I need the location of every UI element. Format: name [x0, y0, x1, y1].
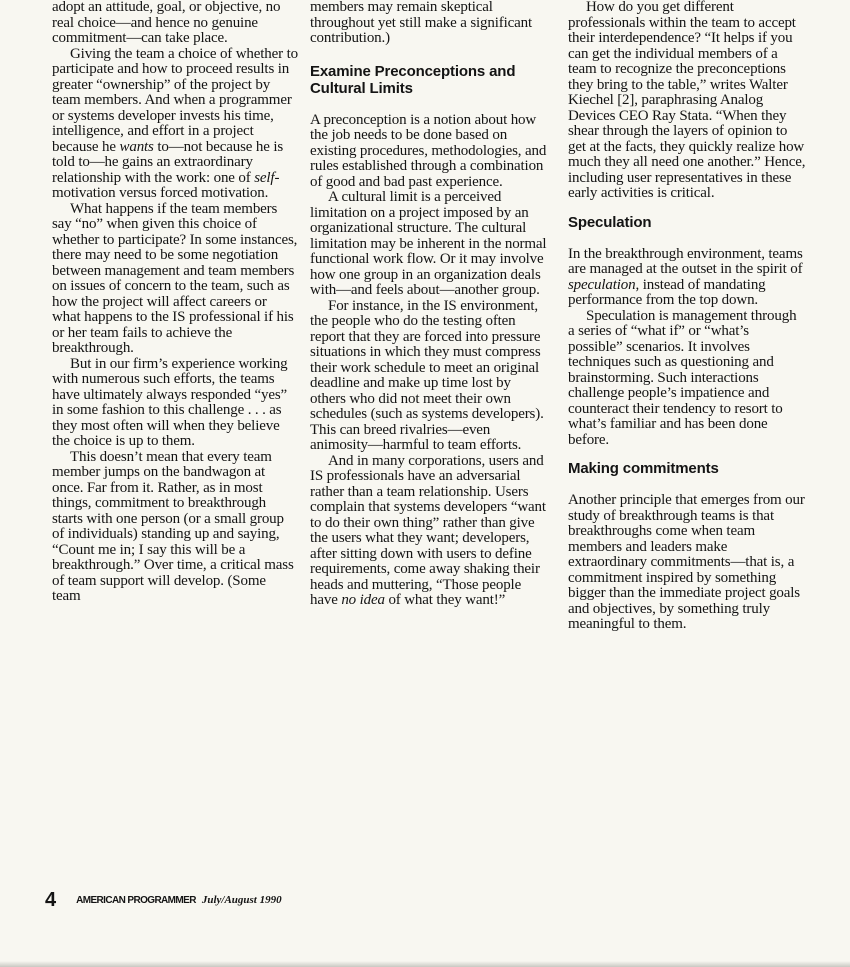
paragraph — [310, 113, 550, 191]
magazine-masthead: AMERICAN PROGRAMMER — [76, 894, 196, 906]
paragraph — [52, 450, 298, 605]
paragraph — [310, 299, 550, 454]
paragraph-text: But in our firm’s experience working with numerous such efforts, the teams have ultimately always responded “yes” in some fashion to this challenge . . . as they most often will when they believe the choice is up to them. — [52, 355, 288, 449]
section-heading: Making commitments — [568, 460, 719, 477]
paragraph — [310, 454, 550, 609]
section-heading: Examine Preconceptions and Cultural Limits — [310, 62, 516, 97]
paragraph — [568, 493, 806, 633]
page-footer — [45, 889, 282, 911]
text-column-2 — [310, 0, 550, 609]
spacer — [568, 202, 806, 214]
paragraph — [310, 0, 550, 47]
paragraph — [568, 309, 806, 449]
paragraph-text: What happens if the team members say “no” when given this choice of whether to participate? In some instances, there may need to be some negotiation between management and team members on issues of concern to the team, such as how the project will affect careers or what happens to the IS professional if his or her team fails to achieve the breakthrough. — [52, 200, 298, 356]
paragraph-text: members may remain skeptical throughout yet still make a significant contribution.) — [310, 0, 533, 46]
spacer — [568, 448, 806, 460]
paragraph — [52, 357, 298, 450]
issue-date: July/August 1990 — [201, 894, 282, 906]
paragraph-text: This doesn’t mean that every team member jumps on the bandwagon at once. Far from it. Rather, as in most things, commitment to breakthrough starts with one person (or a small group of individuals) standing up and saying, “Count me in; I say this will be a breakthrough.” Over time, a critical mass of team support will develop. (Some team — [52, 448, 294, 604]
paragraph-text: adopt an attitude, goal, or objective, no real choice—and hence no genuine commitment—can take place. — [52, 0, 281, 46]
text-column-3 — [568, 0, 806, 633]
spacer — [568, 477, 806, 493]
emphasis-text: self — [254, 169, 275, 186]
paragraph — [310, 190, 550, 299]
paragraph-text: A cultural limit is a perceived limitation on a project imposed by an organizational structure. The cultural limitation may be inherent in the normal functional work flow. Or it may involve how one group in an organization deals with—and feels about—another group. — [310, 189, 547, 298]
paragraph — [52, 202, 298, 357]
paragraph-text: A preconception is a notion about how the job needs to be done based on existing procedures, methodologies, and rules established through a combination of good and bad past experience. — [310, 111, 547, 190]
paragraph-text: Another principle that emerges from our study of breakthrough teams is that breakthroughs come when team members and leaders make extraordinary commitments—that is, a commitment inspired by something bigger than the immediate project goals and objectives, by something truly meaningful to them. — [568, 492, 805, 632]
paragraph-text: For instance, in the IS environment, the people who do the testing often report that they are forced into pressure situations in which they must compress their work schedule to meet an original deadline and make up time lost by others who did not meet their own schedules (such as systems developers). This can breed rivalries—even animosity—harmful to team efforts. — [310, 297, 544, 453]
page-edge-shadow — [0, 961, 850, 967]
emphasis-text: no idea — [341, 592, 385, 608]
emphasis-text: speculation — [568, 276, 636, 293]
paragraph-text: How do you get different professionals within the team to accept their interdependence? “It helps if you can get the individual members of a team to recognize the preconceptions they bring to the table,” writes Walter Kiechel [2], paraphrasing Analog Devices CEO Ray Stata. “When they shear through the layers of opinion to get at the facts, they quickly realize how much they all need one another.” Hence, including user representatives in these early activities is critical. — [568, 0, 806, 201]
paragraph — [568, 247, 806, 309]
text-column-1 — [52, 0, 298, 605]
paragraph-text: Speculation is management through a series of “what if” or “what’s possible” scenarios. It involves techniques such as questioning and brainstorming. Such interactions challenge people’s impatience and counteract their tendency to resort to what’s familiar and has been done before. — [568, 307, 797, 448]
paragraph — [568, 0, 806, 202]
page-number: 4 — [45, 888, 57, 911]
paragraph-text: to—not because he is told to—he gains an extraordinary relationship with the work: one of — [52, 138, 284, 186]
paragraph-text: of what they want!” — [384, 592, 506, 608]
spacer — [568, 231, 806, 247]
spacer — [310, 47, 550, 63]
spacer — [310, 97, 550, 113]
paragraph — [52, 0, 298, 47]
section-heading: Speculation — [568, 213, 652, 231]
paragraph-text: , instead of mandating performance from the top down. — [568, 276, 766, 308]
emphasis-text: wants — [119, 138, 154, 155]
paragraph-text: Giving the team a choice of whether to participate and how to proceed results in greater “ownership” of the project by team members. And when a programmer or systems developer invests his time, intelligence, and effort in a project because he — [52, 45, 298, 155]
paragraph-text: And in many corporations, users and IS professionals have an adversarial rather than a team relationship. Users complain that systems developers “want to do their own thing” rather than give the users what they want; developers, after sitting down with users to define requirements, come away shaking their heads and muttering, “Those people have — [310, 452, 546, 608]
paragraph-text: In the breakthrough environment, teams are managed at the outset in the spirit of — [568, 245, 803, 277]
paragraph-text: -motivation versus forced motivation. — [52, 169, 280, 201]
paragraph — [52, 47, 298, 202]
